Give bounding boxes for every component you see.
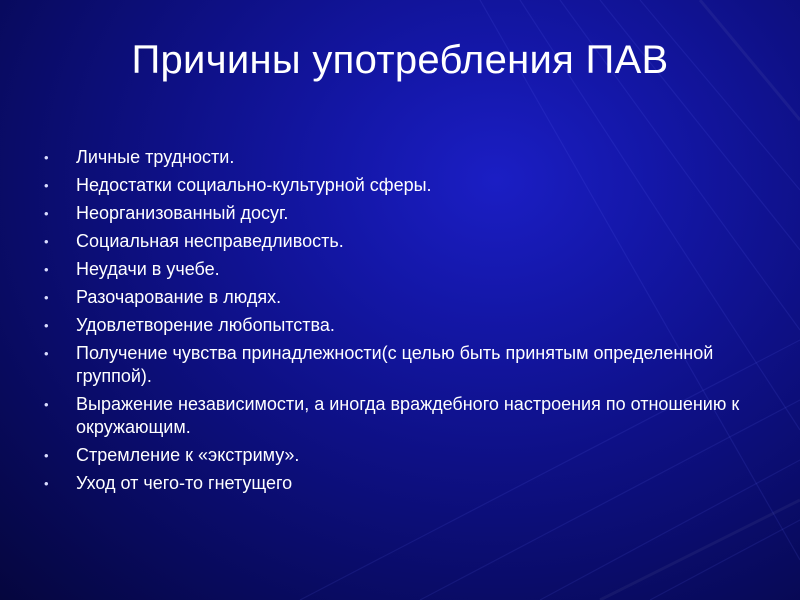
list-item bbox=[44, 393, 744, 439]
list-item bbox=[44, 202, 744, 225]
list-item bbox=[44, 286, 744, 309]
list-item bbox=[44, 314, 744, 337]
bullet-icon: • bbox=[44, 476, 49, 491]
bullet-icon: • bbox=[44, 150, 49, 165]
list-item-text: Личные трудности. bbox=[76, 147, 235, 167]
bullet-list bbox=[44, 146, 744, 500]
list-item bbox=[44, 230, 744, 253]
list-item bbox=[44, 342, 744, 388]
bullet-icon: • bbox=[44, 262, 49, 277]
list-item bbox=[44, 444, 744, 467]
list-item bbox=[44, 472, 744, 495]
bullet-icon: • bbox=[44, 178, 49, 193]
list-item-text: Недостатки социально-культурной сферы. bbox=[76, 175, 432, 195]
bullet-icon: • bbox=[44, 206, 49, 221]
list-item-text: Стремление к «экстриму». bbox=[76, 445, 300, 465]
list-item-text: Разочарование в людях. bbox=[76, 287, 282, 307]
list-item bbox=[44, 174, 744, 197]
list-item-text: Удовлетворение любопытства. bbox=[76, 315, 335, 335]
bullet-icon: • bbox=[44, 346, 49, 361]
list-item bbox=[44, 258, 744, 281]
bullet-icon: • bbox=[44, 397, 49, 412]
list-item-text: Неудачи в учебе. bbox=[76, 259, 220, 279]
list-item-text: Социальная несправедливость. bbox=[76, 231, 344, 251]
list-item bbox=[44, 146, 744, 169]
bullet-icon: • bbox=[44, 448, 49, 463]
list-item-text: Получение чувства принадлежности(с целью быть принятым определенной группой). bbox=[76, 343, 714, 386]
list-item-text: Выражение независимости, а иногда враждебного настроения по отношению к окружающим. bbox=[76, 394, 740, 437]
list-item-text: Неорганизованный досуг. bbox=[76, 203, 289, 223]
bullet-icon: • bbox=[44, 234, 49, 249]
slide-title: Причины употребления ПАВ bbox=[131, 38, 669, 82]
bullet-icon: • bbox=[44, 318, 49, 333]
bullet-icon: • bbox=[44, 290, 49, 305]
list-item-text: Уход от чего-то гнетущего bbox=[76, 473, 293, 493]
